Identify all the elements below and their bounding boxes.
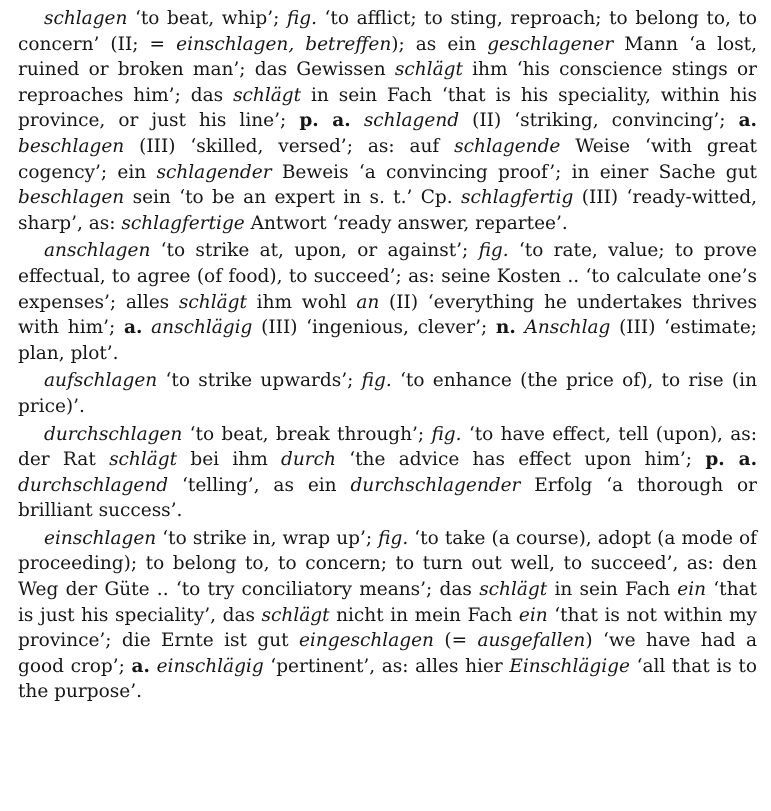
- entry-text: Erfolg ‘a thorough or brilliant success’.: [18, 474, 763, 522]
- entry-headword: einschlagen: [44, 527, 157, 549]
- entry-text: (II) ‘striking, convincing’;: [459, 110, 739, 132]
- entry-text: Mann ‘a lost, ruined or broken man’; das Gewissen: [18, 33, 763, 81]
- entry-grammar-label: n.: [495, 317, 516, 339]
- entry-text: Antwort ‘ready answer, repartee’.: [244, 212, 568, 234]
- entry-headword: durchschlagen: [44, 423, 183, 445]
- entry-text: ‘to beat, whip’;: [127, 8, 287, 29]
- entry-text: Weise ‘with great cogency’; ein: [18, 135, 763, 183]
- entry-italic-term: schlagfertig: [460, 187, 574, 209]
- entry-grammar-label: a.: [131, 655, 150, 677]
- entry-italic-term: Anschlag: [524, 317, 611, 339]
- entry-italic-term: einschlagen, betreffen: [176, 33, 392, 55]
- entry-text: Beweis ‘a convincing proof’; in einer Sache gut: [271, 161, 763, 183]
- entry-grammar-label: p. a.: [299, 110, 351, 132]
- entry-italic-term: schlägt: [233, 84, 302, 106]
- entry-italic-term: durch: [281, 449, 336, 471]
- entry-text: (III) ‘estimate; plan, plot’.: [18, 317, 763, 364]
- entry-text: in sein Fach ‘that is his speciality, within his province, or just his line’;: [18, 84, 763, 132]
- entry-text: [757, 449, 763, 470]
- entry-text: [142, 317, 151, 338]
- entry-headword: schlagen: [44, 8, 128, 29]
- entry-text: ‘to enhance (the price of), to rise (in price)’.: [18, 370, 763, 417]
- entry-italic-term: Einschlägige: [509, 655, 630, 677]
- entry-text: (III) ‘skilled, versed’; as: auf: [124, 135, 455, 157]
- entry-text: ‘that is not within my province’; die Ernte ist gut: [18, 604, 763, 652]
- entry-text: ‘the advice has effect upon him’;: [335, 449, 706, 471]
- entry-text: bei ihm: [177, 449, 282, 471]
- entry-italic-term: ein: [518, 604, 548, 626]
- entry-italic-term: anschlägig: [151, 317, 253, 339]
- entry-text: ‘pertinent’, as: alles hier: [263, 655, 510, 677]
- entry-italic-term: schlagende: [454, 135, 561, 157]
- entry-text: ‘to have effect, tell (upon), as: der Rat: [18, 423, 763, 471]
- entry-text: (III) ‘ingenious, clever’;: [252, 317, 496, 339]
- entry-text: ‘to strike at, upon, or against’;: [150, 240, 479, 262]
- entry-italic-term: schlägt: [479, 579, 548, 601]
- entry-text: ) ‘we have had a good crop’;: [18, 630, 763, 677]
- entry-text: ‘that is just his speciality’, das: [18, 579, 763, 626]
- entry-italic-term: fig.: [431, 423, 462, 445]
- entry-italic-term: fig.: [361, 370, 392, 392]
- entry-grammar-label: a.: [124, 317, 143, 339]
- entry-grammar-label: a.: [738, 110, 757, 132]
- entry-italic-term: schlagend: [363, 110, 460, 132]
- entry-italic-term: ein: [677, 579, 707, 601]
- entry-text: [150, 656, 157, 677]
- entry-italic-term: durchschlagend: [18, 474, 169, 496]
- entry-italic-term: beschlagen: [18, 187, 125, 209]
- entry-italic-term: fig.: [378, 527, 409, 549]
- entry-text: [516, 317, 525, 338]
- dictionary-entry: [18, 526, 763, 705]
- entry-headword: anschlagen: [44, 240, 151, 262]
- dictionary-entry: [18, 6, 763, 236]
- entry-text: (=: [433, 630, 478, 652]
- entry-text: ‘telling’, as ein: [168, 474, 351, 496]
- entry-italic-term: schlägt: [109, 449, 178, 471]
- entry-text: [351, 110, 364, 131]
- entry-text: ‘to beat, break through’;: [182, 423, 432, 445]
- entry-italic-term: schlägt: [178, 291, 247, 313]
- entry-text: [757, 110, 763, 131]
- entry-text: (III) ‘ready-witted, sharp’, as:: [18, 187, 763, 234]
- dictionary-entry: [18, 368, 763, 419]
- entry-text: ); as ein: [391, 33, 488, 55]
- entry-text: sein ‘to be an expert in s. t.’ Cp.: [124, 187, 461, 209]
- entry-text: ‘to strike in, wrap up’;: [156, 527, 379, 549]
- dictionary-entries: [18, 6, 763, 705]
- entry-text: (II) ‘everything he undertakes thrives with him’;: [18, 291, 763, 339]
- entry-italic-term: einschlägig: [156, 655, 264, 677]
- entry-text: in sein Fach: [547, 579, 678, 601]
- entry-italic-term: fig.: [478, 240, 509, 262]
- entry-grammar-label: p. a.: [705, 449, 758, 471]
- entry-text: ‘all that is to the purpose’.: [18, 655, 763, 703]
- entry-text: ‘to strike upwards’;: [157, 370, 362, 392]
- entry-text: ‘to afflict; to sting, reproach; to belong to, to concern’ (II; =: [18, 8, 763, 55]
- entry-italic-term: an: [356, 291, 380, 313]
- entry-text: ihm ‘his conscience stings or reproaches him’; das: [18, 59, 763, 106]
- entry-italic-term: schlagfertige: [121, 212, 245, 234]
- entry-headword: aufschlagen: [44, 370, 158, 392]
- entry-text: nicht in mein Fach: [329, 604, 519, 626]
- entry-text: ihm wohl: [246, 291, 357, 313]
- entry-italic-term: durchschlagender: [350, 474, 521, 496]
- entry-italic-term: fig.: [286, 8, 317, 29]
- entry-italic-term: eingeschlagen: [298, 630, 434, 652]
- entry-italic-term: ausgefallen: [477, 630, 586, 652]
- entry-italic-term: schlägt: [261, 604, 330, 626]
- entry-text: ‘to rate, value; to prove effectual, to agree (of food), to succeed’; as: seine Kosten .. ‘to calculate one’s expenses’; alles: [18, 240, 763, 313]
- dictionary-entry: [18, 422, 763, 524]
- entry-text: ‘to take (a course), adopt (a mode of proceeding); to belong to, to concern; to turn out well, to succeed’, as: den Weg der Güte .. ‘to try conciliatory means’; das: [18, 527, 763, 601]
- entry-italic-term: schlagender: [156, 161, 272, 183]
- entry-italic-term: schlägt: [394, 59, 463, 81]
- dictionary-entry: [18, 238, 763, 366]
- entry-italic-term: geschlagener: [487, 33, 614, 55]
- entry-italic-term: beschlagen: [18, 135, 125, 157]
